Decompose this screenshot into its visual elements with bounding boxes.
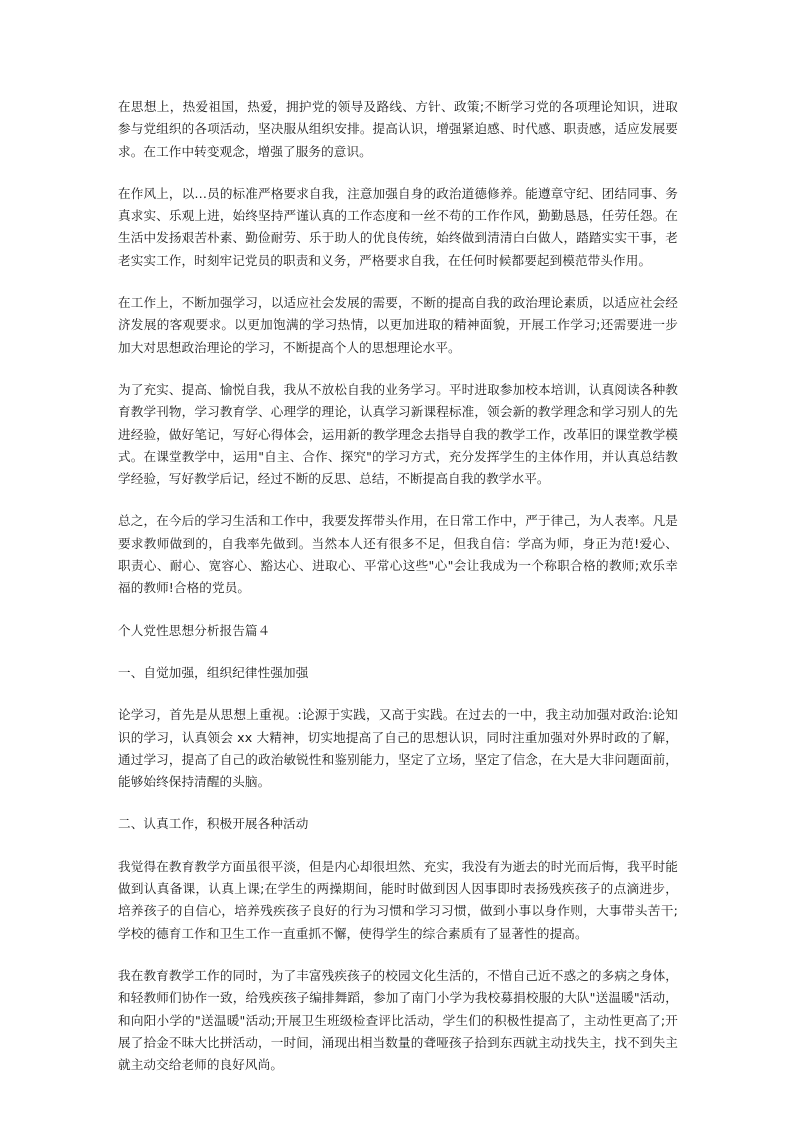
heading-activities: 二、认真工作，积极开展各种活动 (118, 816, 309, 832)
paragraph-ideology: 在思想上，热爱祖国，热爱，拥护党的领导及路线、方针、政策;不断学习党的各项理论知识，进取参与党组织的各项活动，坚决服从组织安排。提高认识，增强紧迫感、时代感、职责感，适应发展要求。在工作中转变观念，增强了服务的意识。 (118, 99, 678, 159)
document-body (118, 96, 678, 1096)
section-title: 个人党性思想分析报告篇４ (118, 622, 271, 638)
paragraph-theory-study: 论学习，首先是从思想上重视。:论源于实践，又高于实践。在过去的一中，我主动加强对政治:论知识的学习，认真领会 xx 大精神，切实地提高了自己的思想认识，同时注重加强对外界时政的了解，通过学习，提高了自己的政治敏锐性和鉴别能力，坚定了立场，坚定了信念，在大是大非问题面前，能够始终保持清醒的头脑。 (118, 707, 678, 790)
paragraph-summary: 总之，在今后的学习生活和工作中，我要发挥带头作用，在日常工作中，严于律己，为人表率。凡是要求教师做到的，自我率先做到。当然本人还有很多不足，但我自信：学高为师，身正为范!爱心、职责心、耐心、宽容心、豁达心、进取心、平常心这些"心"会让我成为一个称职合格的教师;欢乐幸福的教师!合格的党员。 (118, 513, 678, 596)
paragraph-teaching: 我觉得在教育教学方面虽很平淡，但是内心却很坦然、充实，我没有为逝去的时光而后悔，我平时能做到认真备课，认真上课;在学生的两操期间，能时时做到因人因事即时表扬残疾孩子的点滴进步，培养孩子的自信心，培养残疾孩子良好的行为习惯和学习习惯，做到小事以身作则，大事带头苦干;学校的德育工作和卫生工作一直重抓不懈，使得学生的综合素质有了显著性的提高。 (118, 858, 678, 941)
paragraph-study: 为了充实、提高、愉悦自我，我从不放松自我的业务学习。平时进取参加校本培训，认真阅读各种教育教学刊物，学习教育学、心理学的理论，认真学习新课程标准，领会新的教学理念和学习别人的先进经验，做好笔记，写好心得体会，运用新的教学理念去指导自我的教学工作，改革旧的课堂教学模式。在课堂教学中，运用"自主、合作、探究"的学习方式，充分发挥学生的主体作用，并认真总结教学经验，写好教学后记，经过不断的反思、总结，不断提高自我的教学水平。 (118, 381, 678, 487)
paragraph-work: 在工作上，不断加强学习，以适应社会发展的需要，不断的提高自我的政治理论素质，以适应社会经济发展的客观要求。以更加饱满的学习热情，以更加进取的精神面貌，开展工作学习;还需要进一步加大对思想政治理论的学习，不断提高个人的思想理论水平。 (118, 295, 678, 355)
heading-discipline: 一、自觉加强，组织纪律性强加强 (118, 664, 309, 680)
paragraph-campus-culture: 我在教育教学工作的同时，为了丰富残疾孩子的校园文化生活的，不惜自己近不惑之的多病之身体，和轻教师们协作一致，给残疾孩子编排舞蹈，参加了南门小学为我校募捐校服的大队"送温暖"活动，和向阳小学的"送温暖"活动;开展卫生班级检查评比活动，学生们的积极性提高了，主动性更高了;开展了拾金不昧大比拼活动，一时间，涌现出相当数量的聋哑孩子拾到东西就主动找失主，找不到失主就主动交给老师的良好风尚。 (118, 967, 678, 1073)
paragraph-work-style: 在作风上，以…员的标准严格要求自我，注意加强自身的政治道德修养。能遵章守纪、团结同事、务真求实、乐观上进，始终坚持严谨认真的工作态度和一丝不苟的工作作风，勤勤恳恳，任劳任怨。在生活中发扬艰苦朴素、勤俭耐劳、乐于助人的优良传统，始终做到清清白白做人，踏踏实实干事，老老实实工作，时刻牢记党员的职责和义务，严格要求自我，在任何时候都要起到模范带头作用。 (118, 185, 678, 268)
